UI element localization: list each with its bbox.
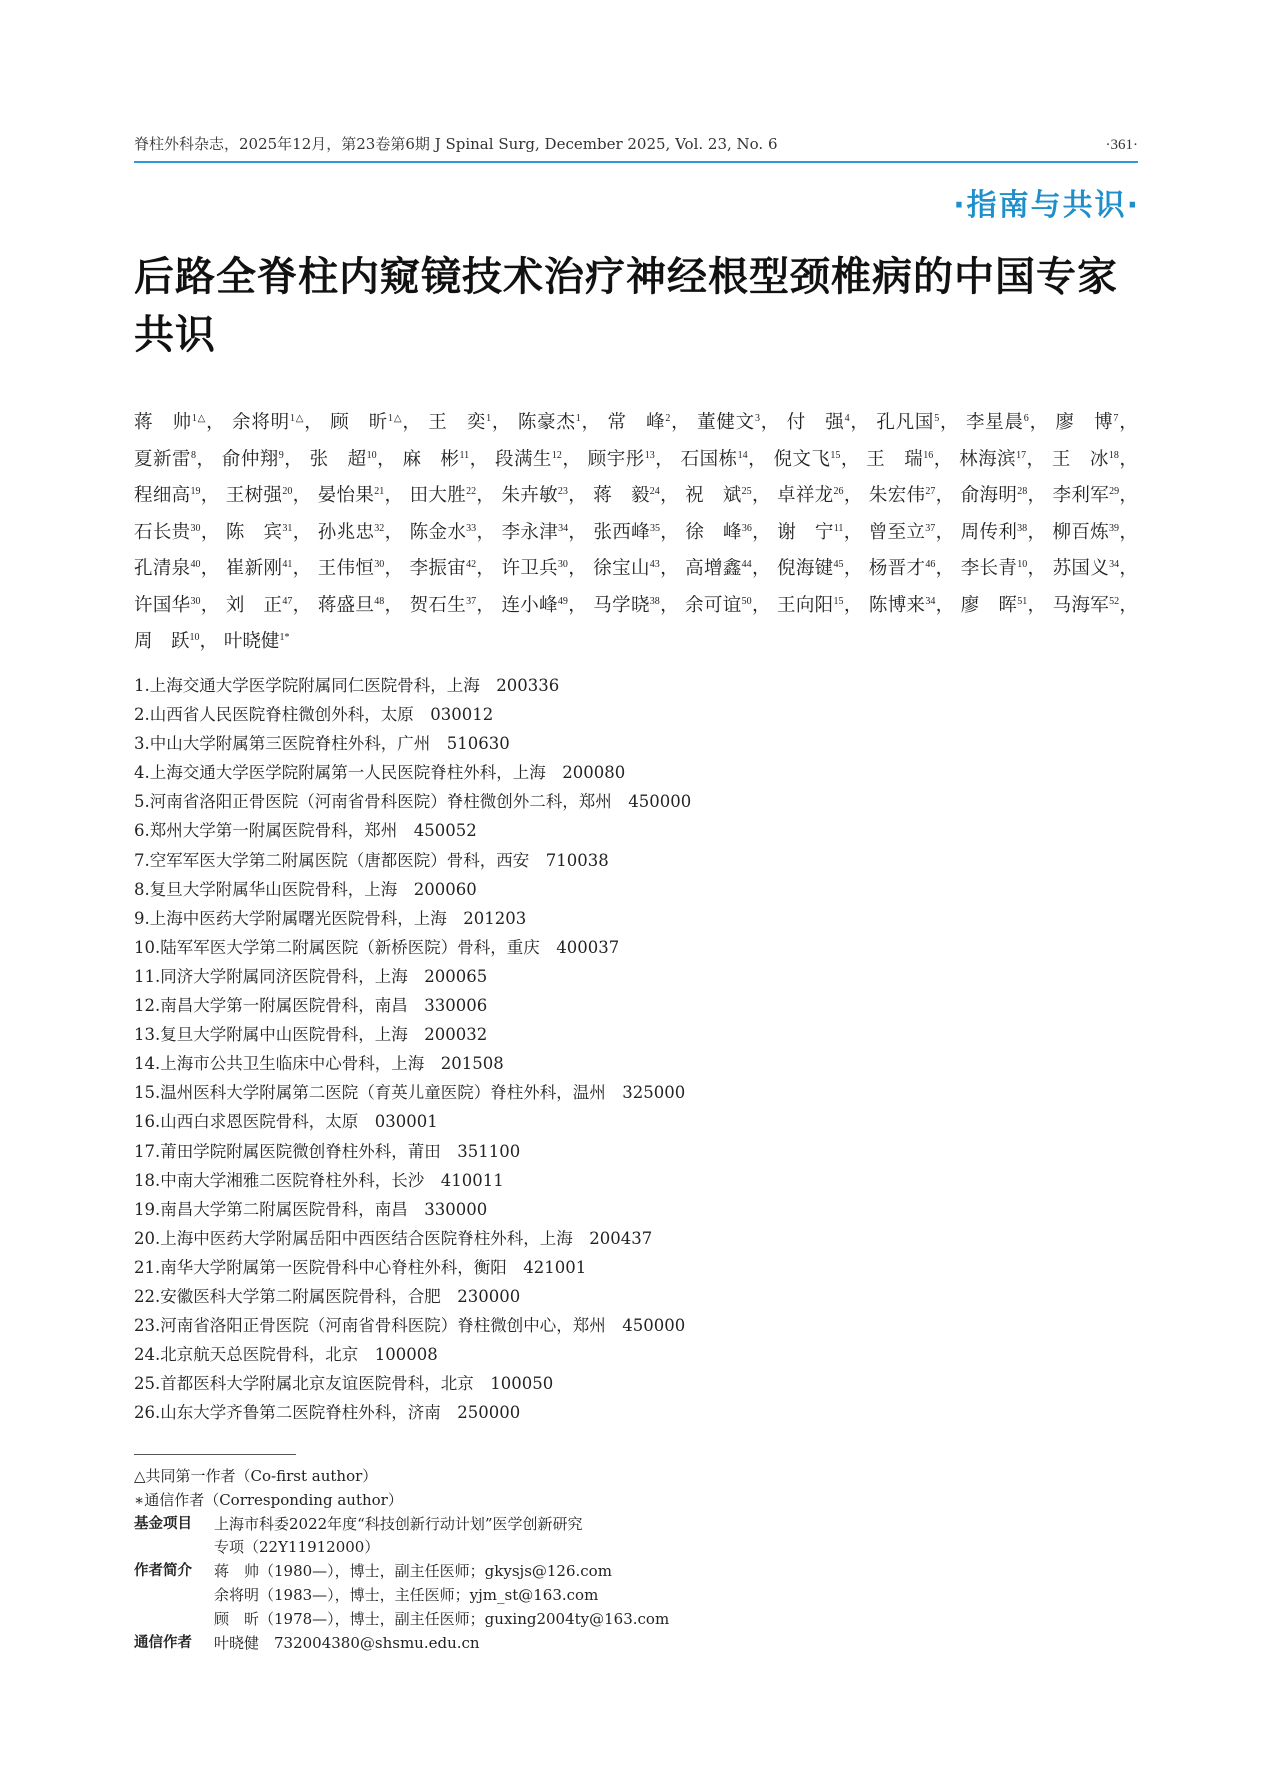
author-affiliation-marker: 1: [575, 412, 581, 424]
author-affiliation-marker: 30: [374, 558, 385, 570]
journal-citation-en: J Spinal Surg, December 2025, Vol. 23, No. 6: [434, 135, 778, 153]
author-name: 付 强$^4$，: [786, 412, 870, 433]
author-affiliation-marker: 10: [1017, 558, 1028, 570]
author-bio-note: [134, 1560, 834, 1631]
author-name: 王 奕$^1$，: [428, 412, 512, 433]
author-affiliation-marker: 24: [649, 485, 660, 497]
funding-note: [134, 1513, 834, 1561]
author-affiliation-marker: 38: [649, 595, 660, 607]
author-affiliation-marker: 15: [830, 449, 841, 461]
author-name: 石长贵$^{30}$，: [134, 521, 220, 543]
author-affiliation-marker: 5: [934, 412, 940, 424]
author-affiliation-marker: 35: [649, 522, 660, 534]
author-name: 陈豪杰$^1$，: [517, 412, 601, 433]
author-name: 徐宝山$^{43}$，: [593, 558, 679, 579]
author-bio-line: 顾 昕（1978—），博士，副主任医师；guxing2004ty@163.com: [214, 1609, 670, 1628]
author-affiliation-marker: 4: [844, 412, 850, 424]
author-affiliation-marker: 22: [466, 485, 477, 497]
author-affiliation-marker: 33: [466, 522, 477, 534]
author-affiliation-marker: 31: [282, 522, 293, 534]
author-affiliation-marker: 10: [189, 631, 200, 643]
author-name: 张 超$^{10}$，: [309, 448, 397, 470]
author-affiliation-marker: 27: [925, 485, 936, 497]
author-affiliation-marker: 28: [1017, 485, 1028, 497]
author-affiliation-marker: 2: [665, 412, 671, 424]
author-affiliation-marker: 14: [737, 449, 748, 461]
journal-citation: [134, 133, 778, 154]
author-bio-label: 作者简介: [134, 1563, 192, 1580]
author-name: 孔清泉$^{40}$，: [134, 558, 220, 579]
author-name: 刘 正$^{47}$，: [225, 594, 312, 616]
author-bio-line: 蒋 帅（1980—），博士，副主任医师；gkysjs@126.com: [214, 1562, 612, 1581]
affiliation-item: 21.南华大学附属第一医院骨科中心脊柱外科，衡阳 421001: [134, 1257, 587, 1277]
author-bio-line: 余将明（1983—），博士，主任医师；yjm_st@163.com: [214, 1585, 599, 1604]
author-name: 马学晓$^{38}$，: [593, 594, 679, 616]
affiliation-item: 11.同济大学附属同济医院骨科，上海 200065: [134, 966, 488, 986]
affiliation-item: 18.中南大学湘雅二医院脊柱外科，长沙 410011: [134, 1170, 504, 1190]
author-name: 蒋 帅$^{1\triangle}$，: [134, 412, 226, 433]
author-affiliation-marker: 30: [190, 595, 201, 607]
author-affiliation-marker: 40: [190, 558, 201, 570]
author-affiliation-marker: 32: [374, 522, 385, 534]
affiliation-item: 17.莆田学院附属医院微创脊柱外科，莆田 351100: [134, 1141, 521, 1161]
author-affiliation-marker: 29: [1109, 485, 1120, 497]
author-affiliation-marker: 11: [459, 449, 470, 461]
footnote-divider: [134, 1454, 296, 1455]
author-affiliation-marker: 44: [741, 558, 752, 570]
author-affiliation-marker: 25: [741, 485, 752, 497]
affiliation-item: 12.南昌大学第一附属医院骨科，南昌 330006: [134, 996, 488, 1016]
author-affiliation-marker: 1: [486, 412, 492, 424]
author-affiliation-marker: 20: [282, 485, 293, 497]
affiliation-item: 2.山西省人民医院脊柱微创外科，太原 030012: [134, 705, 494, 725]
author-affiliation-marker: 39: [1109, 522, 1120, 534]
author-name: 王树强$^{20}$，: [225, 485, 312, 506]
corresponding-author-contact: 叶晓健 732004380@shsmu.edu.cn: [214, 1633, 480, 1652]
author-affiliation-marker: 30: [557, 558, 568, 570]
author-name: 蒋盛旦$^{48}$，: [317, 594, 404, 616]
author-affiliation-marker: 34: [558, 522, 569, 534]
author-name: 俞仲翔$^9$，: [221, 448, 304, 470]
author-name: 倪文飞$^{15}$，: [773, 448, 860, 470]
author-name: 叶晓健$^{1*}$: [223, 631, 290, 652]
author-affiliation-marker: 1△: [191, 412, 207, 424]
author-name: 李永津$^{34}$，: [501, 521, 588, 543]
author-name: 王向阳$^{15}$，: [777, 594, 863, 616]
affiliation-item: 23.河南省洛阳正骨医院（河南省骨科医院）脊柱微创中心，郑州 450000: [134, 1316, 686, 1336]
author-affiliation-marker: 18: [1108, 449, 1119, 461]
author-name: 李长青$^{10}$，: [960, 558, 1047, 579]
funding-label: 基金项目: [134, 1515, 192, 1532]
affiliation-item: 10.陆军军医大学第二附属医院（新桥医院）骨科，重庆 400037: [134, 937, 620, 957]
affiliation-item: 5.河南省洛阳正骨医院（河南省骨科医院）脊柱微创外二科，郑州 450000: [134, 792, 692, 812]
affiliation-item: 4.上海交通大学医学院附属第一人民医院脊柱外科，上海 200080: [134, 763, 626, 783]
author-affiliation-marker: 45: [833, 558, 844, 570]
author-affiliation-marker: 17: [1016, 449, 1027, 461]
author-name: 夏新雷$^8$，: [134, 448, 216, 470]
author-affiliation-marker: 10: [366, 449, 377, 461]
footnotes: [134, 1465, 834, 1655]
author-affiliation-marker: 49: [557, 595, 568, 607]
author-name: 祝 斌$^{25}$，: [685, 485, 771, 506]
author-name: 陈金水$^{33}$，: [409, 521, 496, 543]
author-name: 董健文$^3$，: [697, 412, 781, 433]
affiliation-item: 15.温州医科大学附属第二医院（育英儿童医院）脊柱外科，温州 325000: [134, 1083, 686, 1103]
author-affiliation-marker: 42: [466, 558, 477, 570]
affiliation-item: 8.复旦大学附属华山医院骨科，上海 200060: [134, 879, 477, 899]
author-name: 贺石生$^{37}$，: [409, 594, 496, 616]
author-name: 林海滨$^{17}$，: [959, 448, 1046, 470]
author-name: 朱宏伟$^{27}$，: [868, 485, 955, 506]
author-name: 顾 昕$^{1\triangle}$，: [330, 412, 422, 433]
author-name: 程细高$^{19}$，: [134, 485, 220, 506]
affiliation-item: 16.山西白求恩医院骨科，太原 030001: [134, 1112, 438, 1132]
author-affiliation-marker: 38: [1017, 522, 1028, 534]
author-affiliation-marker: 19: [190, 485, 201, 497]
affiliation-item: 13.复旦大学附属中山医院骨科，上海 200032: [134, 1025, 488, 1045]
author-affiliation-marker: 7: [1113, 412, 1119, 424]
author-name: 张西峰$^{35}$，: [593, 521, 680, 543]
author-name: 周传利$^{38}$，: [960, 521, 1047, 543]
author-affiliation-marker: 51: [1017, 595, 1028, 607]
author-name: 廖 晖$^{51}$，: [960, 594, 1047, 616]
author-name: 段满生$^{12}$，: [494, 448, 582, 470]
author-list: [134, 405, 1138, 661]
affiliation-item: 19.南昌大学第二附属医院骨科，南昌 330000: [134, 1199, 488, 1219]
author-affiliation-marker: 34: [925, 595, 936, 607]
author-name: 王 瑞$^{16}$，: [866, 448, 953, 470]
affiliation-item: 6.郑州大学第一附属医院骨科，郑州 450052: [134, 821, 477, 841]
author-name: 麻 彬$^{11}$，: [402, 448, 489, 470]
author-name: 周 跃$^{10}$，: [134, 631, 219, 652]
author-affiliation-marker: 9: [278, 449, 284, 461]
author-affiliation-marker: 16: [923, 449, 934, 461]
author-affiliation-marker: 1△: [388, 412, 403, 424]
author-name: 陈 宾$^{31}$，: [225, 521, 312, 543]
author-affiliation-marker: 26: [833, 485, 844, 497]
author-name: 苏国义$^{34}$，: [1052, 558, 1138, 579]
author-name: 柳百炼$^{39}$，: [1052, 521, 1138, 543]
affiliation-item: 20.上海中医药大学附属岳阳中西医结合医院脊柱外科，上海 200437: [134, 1228, 653, 1248]
funding-line: 上海市科委2022年度“科技创新行动计划”医学创新研究: [214, 1514, 583, 1533]
author-name: 王 冰$^{18}$，: [1051, 448, 1138, 470]
author-name: 俞海明$^{28}$，: [960, 485, 1047, 506]
co-first-note: △共同第一作者（Co-first author）: [134, 1467, 378, 1485]
author-affiliation-marker: 8: [190, 449, 196, 461]
author-affiliation-marker: 3: [754, 412, 760, 424]
author-affiliation-marker: 23: [557, 485, 568, 497]
affiliation-item: 1.上海交通大学医学院附属同仁医院骨科，上海 200336: [134, 676, 560, 695]
author-affiliation-marker: 48: [374, 595, 385, 607]
affiliation-item: 24.北京航天总医院骨科，北京 100008: [134, 1345, 438, 1365]
author-name: 李星晨$^6$，: [965, 412, 1049, 433]
author-name: 孔凡国$^5$，: [876, 412, 960, 433]
author-affiliation-marker: 30: [190, 522, 201, 534]
author-affiliation-marker: 52: [1109, 595, 1120, 607]
author-affiliation-marker: 6: [1023, 412, 1029, 424]
author-name: 朱卉敏$^{23}$，: [501, 485, 588, 506]
author-name: 崔新刚$^{41}$，: [225, 558, 312, 579]
author-affiliation-marker: 11: [833, 522, 844, 534]
page-number: ·361·: [1105, 137, 1138, 153]
author-name: 晏怡果$^{21}$，: [317, 485, 404, 506]
corresponding-note: ∗通信作者（Corresponding author）: [134, 1490, 403, 1509]
author-affiliation-marker: 1*: [279, 631, 290, 643]
author-affiliation-marker: 1△: [289, 412, 305, 424]
article-title: 后路全脊柱内窥镜技术治疗神经根型颈椎病的中国专家共识: [134, 254, 1118, 358]
author-name: 连小峰$^{49}$，: [501, 594, 588, 616]
author-name: 许卫兵$^{30}$，: [501, 558, 588, 579]
affiliation-item: 22.安徽医科大学第二附属医院骨科，合肥 230000: [134, 1286, 521, 1306]
author-name: 余将明$^{1\triangle}$，: [232, 412, 324, 433]
author-name: 石国栋$^{14}$，: [680, 448, 768, 470]
author-name: 卓祥龙$^{26}$，: [777, 485, 863, 506]
author-affiliation-marker: 46: [925, 558, 936, 570]
author-name: 李利军$^{29}$，: [1052, 485, 1138, 506]
author-affiliation-marker: 12: [551, 449, 562, 461]
affiliation-item: 7.空军军医大学第二附属医院（唐都医院）骨科，西安 710038: [134, 850, 609, 870]
author-name: 余可谊$^{50}$，: [685, 594, 771, 616]
author-name: 杨晋才$^{46}$，: [868, 558, 955, 579]
author-name: 王伟恒$^{30}$，: [317, 558, 404, 579]
author-affiliation-marker: 43: [649, 558, 660, 570]
author-affiliation-marker: 47: [282, 595, 293, 607]
author-affiliation-marker: 21: [374, 485, 385, 497]
author-name: 陈博来$^{34}$，: [868, 594, 955, 616]
running-head: [134, 133, 1138, 163]
affiliation-item: 3.中山大学附属第三医院脊柱外科，广州 510630: [134, 734, 510, 754]
author-affiliation-marker: 13: [644, 449, 655, 461]
journal-citation-cn: 脊柱外科杂志，2025年12月，第23卷第6期: [134, 135, 430, 153]
author-name: 顾宇彤$^{13}$，: [587, 448, 675, 470]
author-name: 蒋 毅$^{24}$，: [593, 485, 679, 506]
corresponding-author-note: [134, 1632, 834, 1656]
author-affiliation-marker: 41: [282, 558, 293, 570]
author-affiliation-marker: 50: [741, 595, 752, 607]
author-name: 田大胜$^{22}$，: [409, 485, 496, 506]
affiliation-item: 14.上海市公共卫生临床中心骨科，上海 201508: [134, 1054, 504, 1074]
author-name: 孙兆忠$^{32}$，: [317, 521, 404, 543]
author-name: 常 峰$^2$，: [607, 412, 691, 433]
author-affiliation-marker: 37: [466, 595, 477, 607]
author-name: 廖 博$^7$，: [1055, 412, 1138, 433]
author-affiliation-marker: 36: [741, 522, 752, 534]
author-affiliation-marker: 15: [833, 595, 844, 607]
author-name: 倪海键$^{45}$，: [777, 558, 863, 579]
author-name: 曾至立$^{37}$，: [868, 521, 955, 543]
affiliation-item: 26.山东大学齐鲁第二医院脊柱外科，济南 250000: [134, 1403, 521, 1423]
affiliation-list: [134, 671, 1138, 1427]
corresponding-author-label: 通信作者: [134, 1634, 192, 1651]
author-name: 李振宙$^{42}$，: [409, 558, 496, 579]
author-affiliation-marker: 34: [1109, 558, 1120, 570]
author-name: 徐 峰$^{36}$，: [685, 521, 772, 543]
author-name: 谢 宁$^{11}$，: [777, 521, 863, 543]
affiliation-item: 9.上海中医药大学附属曙光医院骨科，上海 201203: [134, 908, 527, 928]
section-tag: ·指南与共识·: [953, 188, 1140, 223]
author-affiliation-marker: 37: [925, 522, 936, 534]
funding-line: 专项（22Y11912000）: [214, 1538, 380, 1557]
affiliation-item: 25.首都医科大学附属北京友谊医院骨科，北京 100050: [134, 1374, 554, 1394]
author-name: 许国华$^{30}$，: [134, 594, 220, 616]
author-name: 高增鑫$^{44}$，: [685, 558, 771, 579]
author-name: 马海军$^{52}$，: [1052, 594, 1138, 616]
